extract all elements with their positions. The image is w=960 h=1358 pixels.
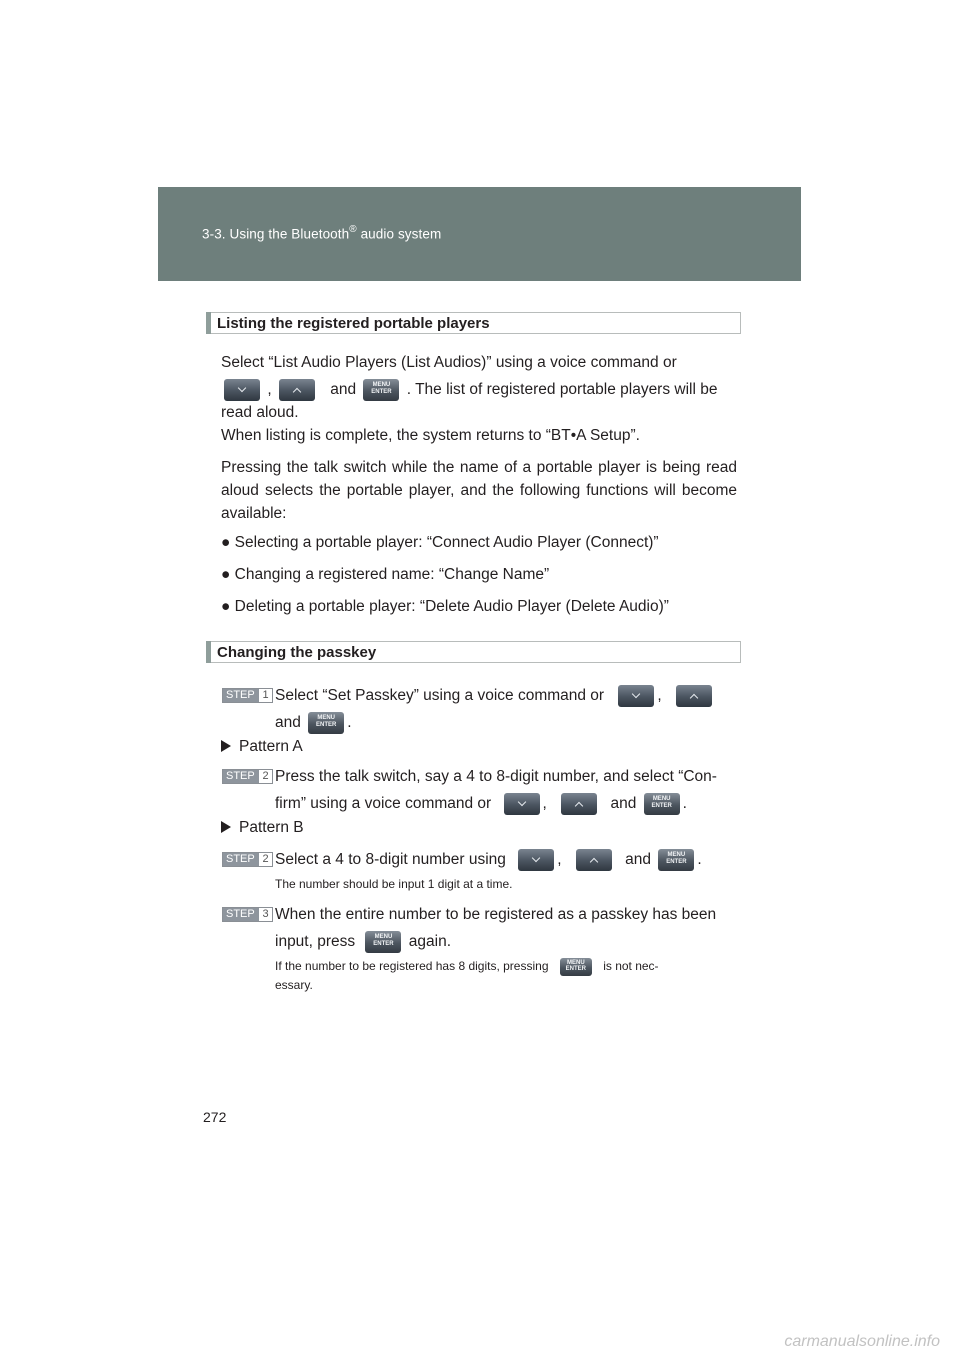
step-badge-1: STEP 1 [222,688,273,703]
step3-note: If the number to be registered has 8 digits, pressing MENU ENTER is not nec- essary. [275,957,740,995]
section-title: Changing the passkey [217,644,377,661]
pattern-b-label: Pattern B [221,819,304,837]
bullet-item: ● Deleting a portable player: “Delete Audio Player (Delete Audio)” [221,598,669,615]
page-number: 272 [203,1109,227,1125]
up-arrow-button-icon [576,849,612,871]
step2b-text: Select a 4 to 8-digit number using , and MENU ENTER . [275,846,740,873]
menu-enter-button-icon [365,931,401,953]
up-arrow-button-icon [279,379,315,401]
menu-enter-button-icon [644,793,680,815]
menu-enter-button-icon [658,849,694,871]
down-arrow-button-icon [504,793,540,815]
up-arrow-button-icon [561,793,597,815]
step-badge-3: STEP 3 [222,907,273,922]
step-badge-2: STEP 2 [222,852,273,867]
section-title: Listing the registered portable players [217,315,490,332]
chapter-title: 3-3. Using the Bluetooth® audio system [202,224,442,242]
paragraph-buttons-line: , and MENU ENTER . The list of registered portable players will be [221,378,737,401]
down-arrow-button-icon [224,379,260,401]
paragraph-read-aloud: read aloud. [221,404,299,421]
chapter-header-bar [158,187,801,281]
menu-enter-button-icon [363,379,399,401]
step1-text: Select “Set Passkey” using a voice command or , and MENU ENTER . [275,682,740,736]
section-accent [206,312,211,334]
triangle-marker-icon [221,740,231,752]
pattern-a-label: Pattern A [221,738,303,756]
menu-enter-button-icon [308,712,344,734]
menu-enter-button-icon [560,958,592,976]
bullet-item: ● Selecting a portable player: “Connect Audio Player (Connect)” [221,534,659,551]
bullet-item: ● Changing a registered name: “Change Name” [221,566,550,583]
paragraph-select-list: Select “List Audio Players (List Audios)” using a voice command or [221,354,677,371]
up-arrow-button-icon [676,685,712,707]
step3-text: When the entire number to be registered as a passkey has been input, press MENU ENTER again. [275,901,740,955]
section-accent [206,641,211,663]
down-arrow-button-icon [618,685,654,707]
down-arrow-button-icon [518,849,554,871]
step2b-note: The number should be input 1 digit at a time. [275,877,513,891]
section-heading-passkey [206,641,741,663]
step2a-text: Press the talk switch, say a 4 to 8-digit number, and select “Con- firm” using a voice command or , and MENU ENTER . [275,763,740,817]
watermark: carmanualsonline.info [784,1333,940,1350]
paragraph-talk-switch: Pressing the talk switch while the name of a portable player is being read aloud selects the portable player, and the following functions will become available: [221,459,737,522]
paragraph-listing-complete: When listing is complete, the system returns to “BT•A Setup”. [221,427,640,444]
section-heading-listing [206,312,741,334]
triangle-marker-icon [221,821,231,833]
step-badge-2: STEP 2 [222,769,273,784]
